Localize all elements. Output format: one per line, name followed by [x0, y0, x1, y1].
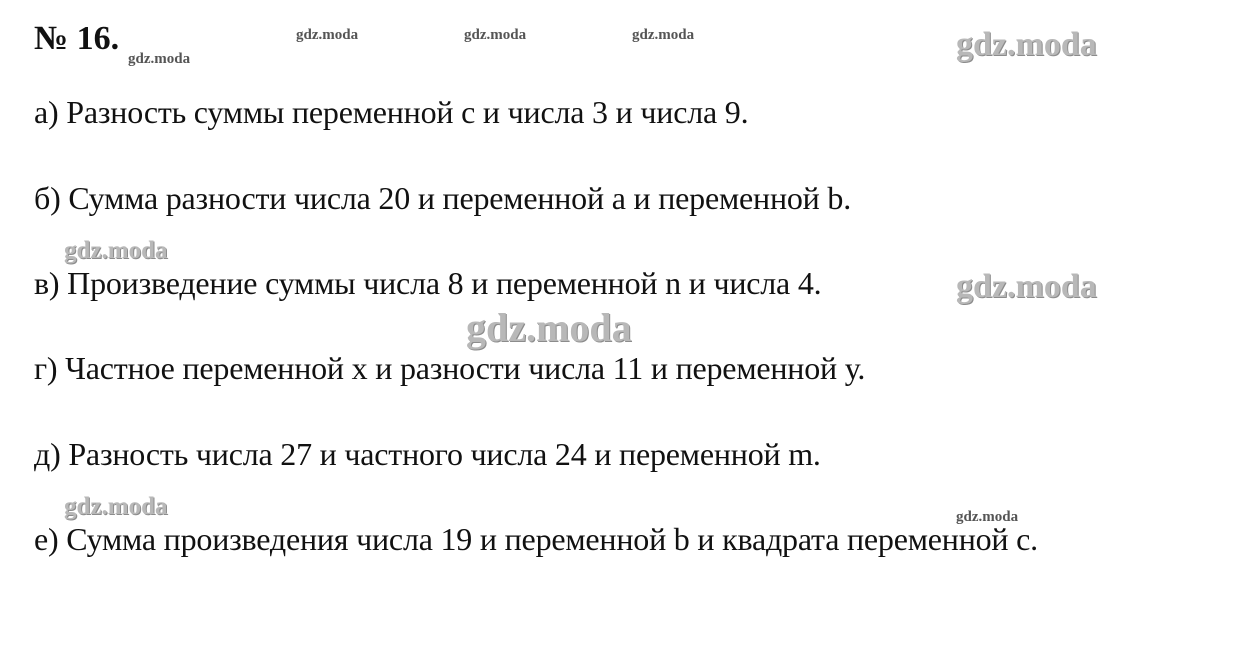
watermark: gdz.moda	[956, 509, 1019, 525]
watermark: gdz.moda	[956, 268, 1097, 305]
item-a: а) Разность суммы переменной с и числа 3 и числа 9.	[34, 94, 749, 130]
item-g: г) Частное переменной х и разности числа 11 и переменной у.	[34, 350, 866, 386]
watermark: gdz.moda	[466, 305, 632, 350]
watermark: gdz.moda	[632, 27, 695, 43]
item-d: д) Разность числа 27 и частного числа 24 и переменной m.	[34, 436, 821, 472]
item-e: е) Сумма произведения числа 19 и переменной b и квадрата переменной с.	[34, 521, 1038, 557]
watermark: gdz.moda	[64, 237, 168, 264]
item-v: в) Произведение суммы числа 8 и переменной n и числа 4.	[34, 265, 822, 301]
task-number: № 16.	[34, 20, 120, 57]
watermark: gdz.moda	[296, 27, 359, 43]
watermark: gdz.moda	[128, 51, 191, 67]
watermark: gdz.moda	[64, 493, 168, 520]
watermark: gdz.moda	[956, 26, 1097, 63]
item-b: б) Сумма разности числа 20 и переменной а и переменной b.	[34, 180, 851, 216]
watermark: gdz.moda	[464, 27, 527, 43]
